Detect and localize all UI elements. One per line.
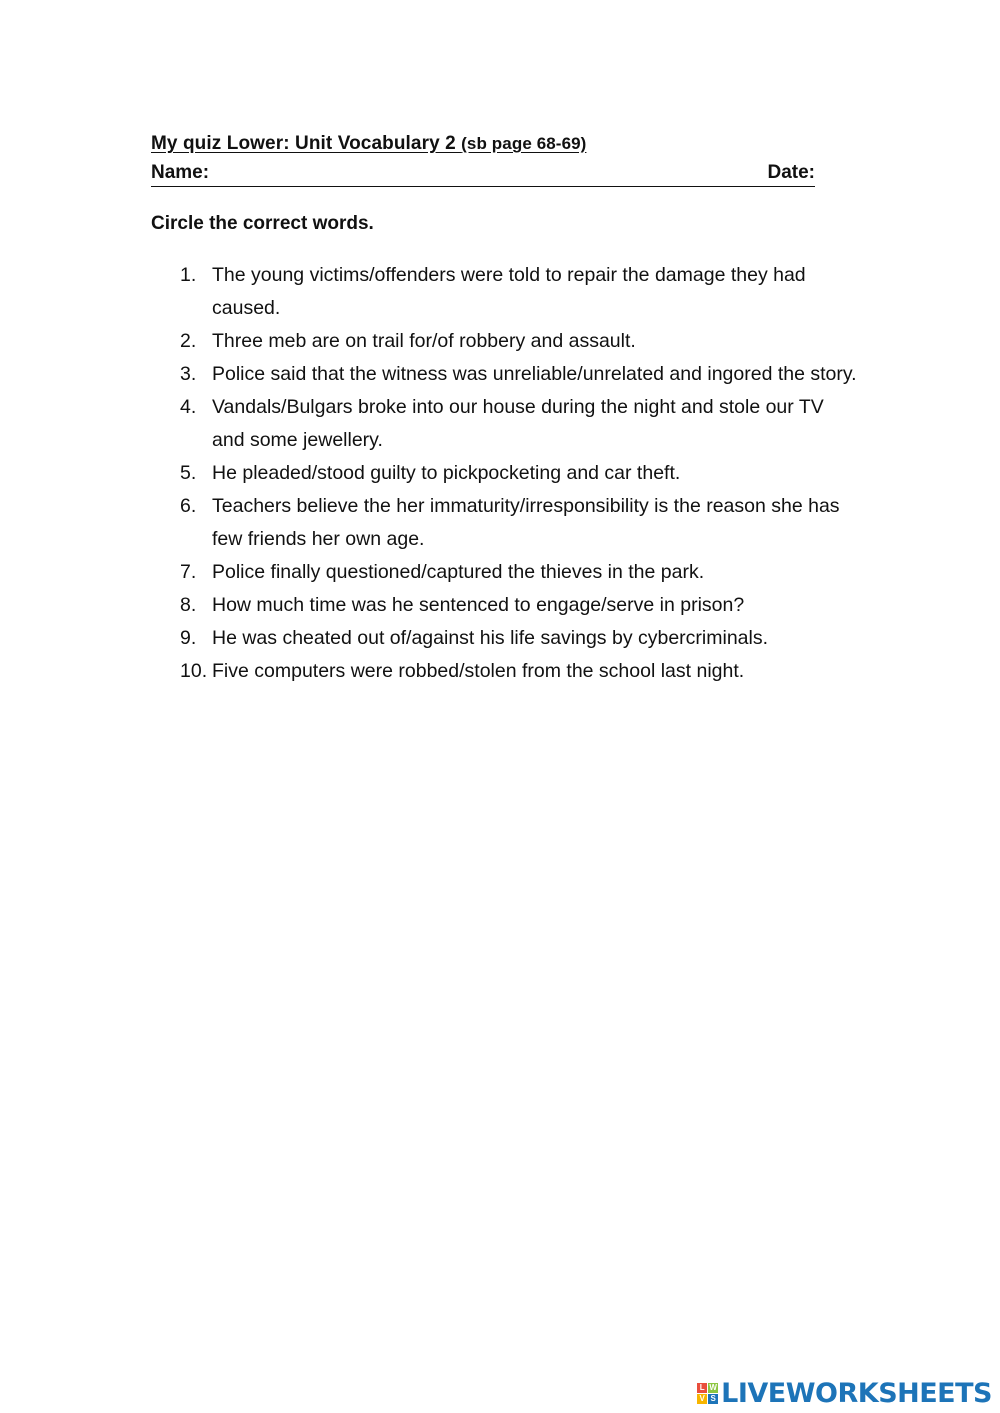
logo-tile: V <box>697 1394 707 1404</box>
liveworksheets-logo-icon <box>697 1383 718 1404</box>
question-number: 6. <box>180 495 197 517</box>
question-item <box>180 589 860 622</box>
question-item <box>180 622 860 655</box>
question-number: 4. <box>180 396 197 418</box>
question-text: How much time was he sentenced to engage/serve in prison? <box>212 594 745 616</box>
question-text: He was cheated out of/against his life savings by cybercriminals. <box>212 627 769 649</box>
question-text: The young victims/offenders were told to repair the damage they had caused. <box>212 264 806 319</box>
question-text: Police finally questioned/captured the thieves in the park. <box>212 561 705 583</box>
question-number: 9. <box>180 627 197 649</box>
question-number: 2. <box>180 330 197 352</box>
logo-tile: S <box>708 1394 718 1404</box>
title-main: My quiz Lower: Unit Vocabulary 2 <box>151 133 462 154</box>
question-number: 5. <box>180 462 197 484</box>
question-list <box>180 259 860 688</box>
question-item <box>180 259 860 325</box>
logo-tile: L <box>697 1383 707 1393</box>
worksheet-title <box>151 133 586 155</box>
question-text: Three meb are on trail for/of robbery and assault. <box>212 330 636 352</box>
question-text: Police said that the witness was unreliable/unrelated and ingored the story. <box>212 363 857 385</box>
question-number: 10. <box>180 660 208 682</box>
title-page-ref: (sb page 68-69) <box>461 134 587 153</box>
question-item <box>180 391 860 457</box>
question-item <box>180 490 860 556</box>
question-number: 7. <box>180 561 197 583</box>
logo-tile: W <box>709 1382 717 1392</box>
question-text: Five computers were robbed/stolen from the school last night. <box>212 660 745 682</box>
question-text: Vandals/Bulgars broke into our house during the night and stole our TV and some jewellery. <box>212 396 824 451</box>
question-number: 8. <box>180 594 197 616</box>
date-label: Date: <box>767 162 815 183</box>
question-item <box>180 655 860 688</box>
logo-text: LIVEWORKSHEETS <box>721 1377 992 1409</box>
question-text: Teachers believe the her immaturity/irresponsibility is the reason she has few friends her own age. <box>212 495 840 550</box>
question-number: 3. <box>180 363 197 385</box>
question-item <box>180 457 860 490</box>
instruction-text: Circle the correct words. <box>151 213 374 234</box>
name-label: Name: <box>151 162 210 183</box>
question-number: 1. <box>180 264 197 286</box>
liveworksheets-logo[interactable] <box>697 1377 992 1409</box>
question-text: He pleaded/stood guilty to pickpocketing and car theft. <box>212 462 681 484</box>
question-item <box>180 325 860 358</box>
question-item <box>180 556 860 589</box>
question-item <box>180 358 860 391</box>
name-date-line <box>151 162 815 187</box>
